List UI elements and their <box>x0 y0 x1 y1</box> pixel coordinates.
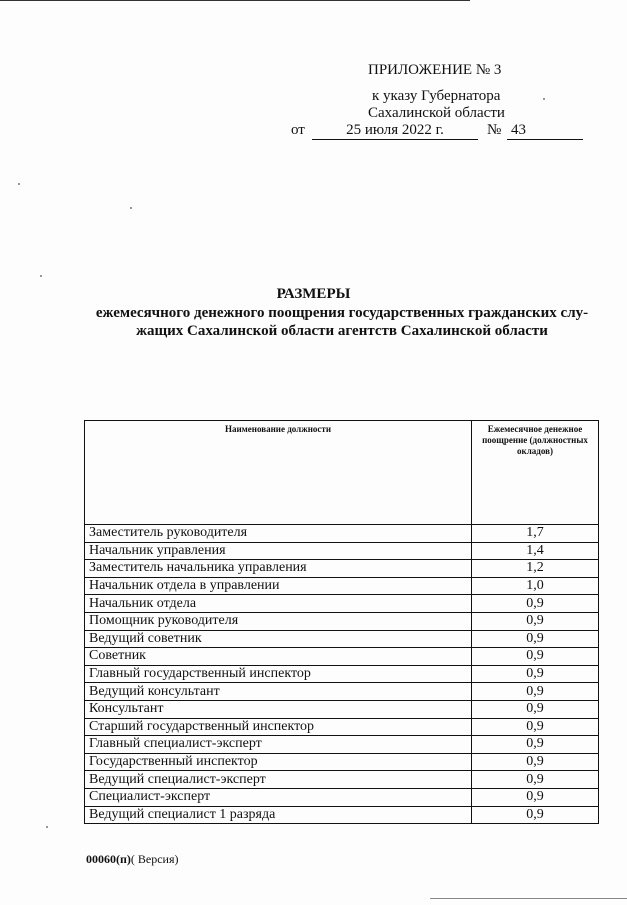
position-name: Ведущий консультант <box>85 683 472 701</box>
position-name: Ведущий советник <box>85 630 472 648</box>
table-row <box>85 630 599 648</box>
position-name: Старший государственный инспектор <box>85 718 472 736</box>
table-row <box>85 788 599 806</box>
bonus-value: 1,0 <box>472 577 599 595</box>
bonus-value: 0,9 <box>472 736 599 754</box>
position-name: Советник <box>85 648 472 666</box>
document-version: ( Версия) <box>130 852 179 866</box>
table-row <box>85 525 599 543</box>
position-name: Начальник отдела в управлении <box>85 577 472 595</box>
position-name: Начальник отдела <box>85 595 472 613</box>
position-name: Главный государственный инспектор <box>85 665 472 683</box>
scan-top-edge-line <box>0 0 470 1</box>
table-row <box>85 718 599 736</box>
table-row <box>85 665 599 683</box>
table-row <box>85 753 599 771</box>
table-row <box>85 736 599 754</box>
scan-speck <box>18 183 20 185</box>
position-name: Ведущий специалист-эксперт <box>85 771 472 789</box>
date-label: от <box>291 122 305 138</box>
column-header-bonus: Ежемесячное денежное поощрение (должностных окладов) <box>472 421 599 525</box>
table-row <box>85 577 599 595</box>
scan-speck <box>543 98 545 100</box>
bonus-value: 0,9 <box>472 806 599 824</box>
bonus-sizes-table <box>84 420 599 824</box>
bonus-value: 0,9 <box>472 788 599 806</box>
decree-date: 25 июля 2022 г. <box>312 122 478 140</box>
scan-speck <box>40 275 42 277</box>
position-name: Государственный инспектор <box>85 753 472 771</box>
position-name: Специалист-эксперт <box>85 788 472 806</box>
position-name: Консультант <box>85 700 472 718</box>
table-row <box>85 700 599 718</box>
position-name: Заместитель начальника управления <box>85 560 472 578</box>
bonus-value: 0,9 <box>472 665 599 683</box>
table-body <box>85 525 599 824</box>
footer-document-code <box>86 852 179 867</box>
table-row <box>85 612 599 630</box>
position-name: Заместитель руководителя <box>85 525 472 543</box>
table-row <box>85 806 599 824</box>
number-label: № <box>487 122 502 138</box>
bonus-value: 0,9 <box>472 700 599 718</box>
table-row <box>85 771 599 789</box>
document-heading: РАЗМЕРЫ <box>276 286 351 302</box>
bonus-value: 0,9 <box>472 771 599 789</box>
scan-speck <box>130 207 132 209</box>
bonus-value: 0,9 <box>472 718 599 736</box>
decree-reference-line1: к указу Губернатора <box>372 88 501 104</box>
position-name: Начальник управления <box>85 542 472 560</box>
appendix-title: ПРИЛОЖЕНИЕ № 3 <box>368 62 502 78</box>
table-row <box>85 542 599 560</box>
bonus-value: 0,9 <box>472 683 599 701</box>
document-subtitle: ежемесячного денежного поощрения государственных гражданских слу-жащих Сахалинской области агентств Сахалинской области <box>95 305 589 339</box>
bonus-value: 0,9 <box>472 595 599 613</box>
table-row <box>85 595 599 613</box>
document-code: 00060(п) <box>86 852 131 866</box>
bonus-value: 1,2 <box>472 560 599 578</box>
position-name: Ведущий специалист 1 разряда <box>85 806 472 824</box>
column-header-position: Наименование должности <box>85 421 472 525</box>
bonus-value: 0,9 <box>472 753 599 771</box>
table-header-row <box>85 421 599 525</box>
table-row <box>85 560 599 578</box>
table-row <box>85 648 599 666</box>
scan-speck <box>46 826 48 828</box>
bonus-value: 0,9 <box>472 612 599 630</box>
bonus-value: 0,9 <box>472 648 599 666</box>
bonus-value: 1,7 <box>472 525 599 543</box>
position-name: Главный специалист-эксперт <box>85 736 472 754</box>
bonus-value: 0,9 <box>472 630 599 648</box>
table-row <box>85 683 599 701</box>
position-name: Помощник руководителя <box>85 612 472 630</box>
decree-reference-line2: Сахалинской области <box>368 105 505 121</box>
decree-number: 43 <box>507 122 583 140</box>
scan-bottom-edge-line <box>430 898 627 899</box>
bonus-value: 1,4 <box>472 542 599 560</box>
